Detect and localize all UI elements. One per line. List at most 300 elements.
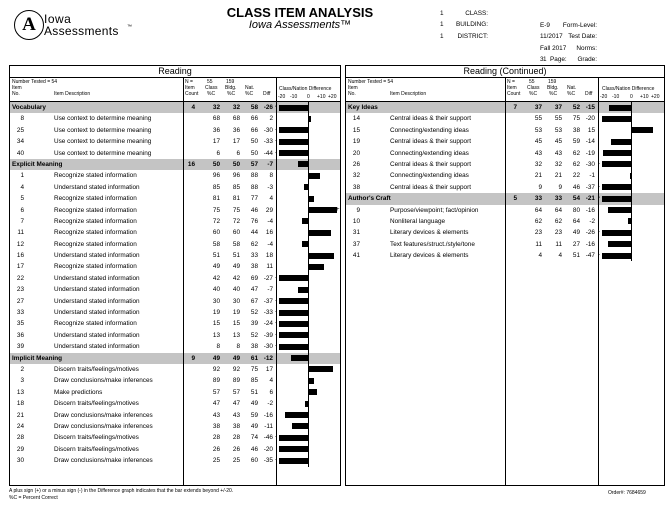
nation-percent: 66 (250, 126, 258, 134)
nation-percent: 76 (250, 217, 258, 225)
difference-graph (279, 250, 337, 261)
difference-value: -16 (263, 411, 273, 419)
difference-value: -20 (585, 115, 595, 123)
item-number: 30 (16, 457, 24, 465)
difference-graph (602, 170, 660, 181)
difference-graph (275, 125, 337, 136)
item-row (10, 432, 340, 443)
item-row (10, 330, 340, 341)
building-percent: 57 (232, 388, 240, 396)
difference-bar (611, 139, 631, 145)
difference-graph (602, 113, 660, 124)
building-percent: 38 (232, 422, 240, 430)
zero-line (308, 159, 309, 170)
class-percent: 43 (534, 149, 542, 157)
column-divider (598, 102, 599, 485)
building-percent: 68 (232, 115, 240, 123)
difference-graph (602, 216, 660, 227)
item-row (10, 341, 340, 352)
item-row (10, 148, 340, 159)
difference-bar (602, 230, 631, 236)
item-count: 16 (187, 160, 195, 168)
item-row (10, 398, 340, 409)
class-percent: 37 (534, 104, 542, 111)
class-percent: 49 (212, 354, 220, 362)
difference-bar (279, 344, 308, 350)
nation-percent: 62 (250, 240, 258, 248)
diff-header: Diff (263, 91, 271, 97)
zero-line (308, 182, 309, 193)
class-percent: 26 (212, 445, 220, 453)
difference-bar (279, 321, 308, 327)
item-description: Use context to determine meaning (54, 126, 152, 134)
nation-percent: 77 (250, 195, 258, 203)
item-number: 20 (352, 149, 360, 157)
building-percent: 21 (554, 172, 562, 180)
difference-graph (275, 318, 337, 329)
item-number: 40 (16, 149, 24, 157)
difference-bar (305, 401, 308, 407)
item-number: 37 (352, 240, 360, 248)
beyond-minus-marker: - (598, 252, 600, 259)
category-label: Implicit Meaning (12, 354, 63, 362)
item-number: 41 (352, 252, 360, 260)
difference-value: -4 (267, 217, 273, 225)
difference-bar (279, 435, 308, 441)
item-number: 22 (16, 274, 24, 282)
difference-value: -12 (263, 354, 273, 362)
item-description: Draw conclusions/make inferences (54, 422, 153, 430)
nation-percent: 64 (572, 217, 580, 225)
difference-graph (279, 113, 337, 124)
difference-value: -2 (589, 217, 595, 225)
panel-title: Reading (Continued) (346, 66, 664, 78)
beyond-minus-marker: - (275, 343, 277, 350)
difference-bar (602, 161, 631, 167)
zero-line (308, 296, 309, 307)
nation-percent: 38 (250, 343, 258, 351)
nation-percent: 44 (250, 229, 258, 237)
reading-panel (9, 65, 341, 486)
tick-label: -10 (612, 94, 620, 100)
nation-percent: 80 (572, 206, 580, 214)
difference-value: 15 (587, 126, 595, 134)
building-percent: 19 (232, 309, 240, 317)
class-percent: 42 (212, 274, 220, 282)
class-percent: 53 (534, 126, 542, 134)
item-number: 7 (20, 217, 24, 225)
zero-line (308, 398, 309, 409)
item-description: Recognize stated information (54, 172, 137, 180)
difference-graph (279, 387, 337, 398)
item-number: 3 (20, 377, 24, 385)
difference-graph (279, 170, 337, 181)
logo-line1: Iowa (44, 12, 72, 26)
class-percent: 36 (212, 126, 220, 134)
item-row (10, 205, 340, 216)
item-number: 4 (20, 183, 24, 191)
item-description: Recognize stated information (54, 229, 137, 237)
item-row (10, 170, 340, 181)
item-description: Connecting/extending ideas (390, 172, 469, 180)
class-percent: 81 (212, 195, 220, 203)
item-description: Purpose/viewpoint; fact/opinion (390, 206, 479, 214)
item-number: 10 (352, 217, 360, 225)
class-percent: 17 (212, 138, 220, 146)
item-row (10, 216, 340, 227)
number-tested: Number Tested = 54 (348, 79, 394, 85)
nation-percent: 47 (250, 286, 258, 294)
number-tested: Number Tested = 54 (12, 79, 58, 85)
class-percent: 89 (212, 377, 220, 385)
nation-percent: 85 (250, 377, 258, 385)
building-percent: 40 (232, 286, 240, 294)
difference-bar (631, 127, 653, 133)
beyond-minus-marker: - (275, 138, 277, 145)
difference-graph (598, 159, 660, 170)
item-row (10, 307, 340, 318)
item-row (10, 261, 340, 272)
nation-percent: 66 (250, 115, 258, 123)
item-header: Item (348, 85, 358, 91)
building-header: Bldg. (225, 85, 237, 91)
zero-line (308, 432, 309, 443)
difference-bar (298, 161, 308, 167)
report-title: CLASS ITEM ANALYSIS (226, 5, 374, 20)
building-percent: 75 (232, 206, 240, 214)
count-header-2: Count (507, 91, 521, 97)
nation-pc-header: %C (567, 91, 576, 97)
difference-value: -35 (263, 457, 273, 465)
item-number: 6 (20, 206, 24, 214)
difference-graph (275, 330, 337, 341)
building-percent: 15 (232, 320, 240, 328)
building-percent: 8 (236, 343, 240, 351)
item-row (10, 455, 340, 466)
difference-bar (285, 412, 308, 418)
item-number: 13 (16, 388, 24, 396)
category-row (10, 102, 340, 113)
difference-graph (602, 205, 660, 216)
class-percent: 4 (538, 252, 542, 260)
item-row (10, 227, 340, 238)
class-percent: 25 (212, 457, 220, 465)
nation-percent: 61 (250, 354, 258, 362)
nation-percent: 46 (572, 183, 580, 191)
difference-graph (598, 182, 660, 193)
item-description: Literary devices & elements (390, 252, 469, 260)
test-date-label: Test Date: (568, 33, 597, 41)
difference-value: -39 (263, 331, 273, 339)
item-description: Use context to determine meaning (54, 149, 152, 157)
difference-value: -33 (263, 138, 273, 146)
class-percent: 64 (534, 206, 542, 214)
zero-line (308, 341, 309, 352)
difference-graph (602, 136, 660, 147)
n-class: 55 (529, 79, 535, 85)
item-number: 16 (16, 252, 24, 260)
nation-percent: 46 (250, 445, 258, 453)
difference-bar (302, 218, 308, 224)
column-divider (276, 78, 277, 101)
nation-percent: 54 (572, 195, 580, 203)
class-percent: 58 (212, 240, 220, 248)
difference-value: -20 (263, 445, 273, 453)
difference-bar (279, 275, 308, 281)
item-row (10, 136, 340, 147)
item-description: Use context to determine meaning (54, 138, 152, 146)
nation-percent: 51 (250, 388, 258, 396)
building-percent: 42 (232, 274, 240, 282)
count-header: Item (185, 85, 195, 91)
item-description: Recognize stated information (54, 240, 137, 248)
class-percent: 19 (212, 309, 220, 317)
zero-line (308, 148, 309, 159)
n-label: N = (507, 79, 515, 85)
difference-value: -1 (589, 172, 595, 180)
class-percent: 85 (212, 183, 220, 191)
difference-graph (275, 102, 337, 113)
zero-line (631, 182, 632, 193)
item-number: 18 (16, 400, 24, 408)
item-row (10, 239, 340, 250)
item-description: Recognize stated information (54, 195, 137, 203)
beyond-minus-marker: - (275, 457, 277, 464)
class-percent: 32 (212, 104, 220, 111)
beyond-minus-marker: - (275, 331, 277, 338)
difference-value: 18 (265, 252, 273, 260)
item-number: 19 (352, 138, 360, 146)
item-number: 11 (17, 229, 24, 237)
item-row (10, 375, 340, 386)
building-percent: 45 (554, 138, 562, 146)
item-description: Understand stated information (54, 252, 140, 260)
difference-graph (598, 193, 660, 204)
building-label: BUILDING: (456, 21, 488, 29)
building-percent: 49 (232, 263, 240, 271)
zero-line (631, 250, 632, 261)
difference-graph (275, 136, 337, 147)
difference-graph (279, 227, 337, 238)
item-header: Item (12, 85, 22, 91)
difference-bar (602, 116, 631, 122)
building-pc-header: %C (549, 91, 558, 97)
class-percent: 23 (534, 229, 542, 237)
beyond-plus-marker: + (336, 206, 340, 213)
tick-label: -10 (290, 94, 298, 100)
difference-value: 4 (269, 377, 273, 385)
item-count: 9 (191, 354, 195, 362)
zero-line (308, 318, 309, 329)
item-description: Central ideas & their support (390, 183, 471, 191)
zero-line (308, 125, 309, 136)
tick-label: +10 (317, 94, 326, 100)
class-percent: 33 (534, 195, 542, 203)
difference-bar (308, 196, 314, 202)
nation-percent: 50 (250, 149, 258, 157)
difference-bar (291, 355, 308, 361)
beyond-minus-marker: - (275, 434, 277, 441)
difference-graph (279, 444, 337, 455)
difference-bar (279, 139, 308, 145)
item-description: Literary devices & elements (390, 229, 469, 237)
nation-percent: 75 (572, 115, 580, 123)
difference-value: -33 (263, 309, 273, 317)
class-percent: 13 (212, 331, 220, 339)
tick-label: 0 (307, 94, 310, 100)
class-percent: 8 (216, 343, 220, 351)
item-number: 15 (352, 126, 360, 134)
item-row (10, 296, 340, 307)
item-number: 26 (352, 160, 360, 168)
building-percent: 43 (232, 411, 240, 419)
difference-graph (275, 455, 337, 466)
item-description: Central ideas & their support (390, 115, 471, 123)
difference-bar (630, 173, 631, 179)
building-percent: 43 (554, 149, 562, 157)
page-label: Page: (550, 56, 567, 64)
category-label: Explicit Meaning (12, 160, 63, 168)
zero-line (308, 421, 309, 432)
difference-bar (279, 458, 308, 464)
difference-bar (603, 150, 631, 156)
item-description: Discern traits/feelings/motives (54, 445, 139, 453)
beyond-minus-marker: - (598, 229, 600, 236)
tick-label: -20 (278, 94, 286, 100)
building-percent: 32 (554, 160, 562, 168)
zero-line (308, 410, 309, 421)
class-percent: 40 (212, 286, 220, 294)
difference-value: 11 (266, 263, 273, 271)
difference-graph (275, 273, 337, 284)
tick-label: +10 (640, 94, 649, 100)
nation-percent: 59 (250, 411, 258, 419)
beyond-minus-marker: - (275, 126, 277, 133)
zero-line (631, 148, 632, 159)
item-row (10, 410, 340, 421)
beyond-minus-marker: - (598, 183, 600, 190)
class-percent: 96 (212, 172, 220, 180)
building-percent: 32 (232, 104, 240, 111)
item-row (10, 250, 340, 261)
class-percent: 43 (212, 411, 220, 419)
beyond-minus-marker: - (275, 309, 277, 316)
item-description: Connecting/extending ideas (390, 126, 469, 134)
building-percent: 23 (554, 229, 562, 237)
zero-line (631, 239, 632, 250)
difference-graph (602, 239, 660, 250)
item-description: Text features/struct./style/tone (390, 240, 475, 248)
building-percent: 28 (232, 434, 240, 442)
item-rows (10, 102, 340, 467)
tick-label: +20 (651, 94, 660, 100)
zero-line (631, 193, 632, 204)
zero-line (631, 170, 632, 181)
difference-value: 6 (269, 388, 273, 396)
logo-letter: A (14, 10, 44, 40)
building-percent: 58 (232, 240, 240, 248)
difference-value: -47 (585, 252, 595, 260)
form-level-value: E-9 (540, 22, 550, 29)
building-percent: 25 (232, 457, 240, 465)
class-header: Class (205, 85, 218, 91)
column-header (346, 78, 664, 102)
zero-line (631, 102, 632, 113)
difference-value: -3 (267, 183, 273, 191)
item-row (10, 284, 340, 295)
beyond-minus-marker: - (598, 195, 600, 202)
column-header (10, 78, 340, 102)
difference-graph (279, 239, 337, 250)
nation-percent: 62 (572, 160, 580, 168)
difference-value: -44 (263, 149, 273, 157)
difference-graph (275, 341, 337, 352)
difference-bar (308, 253, 334, 259)
building-percent: 4 (558, 252, 562, 260)
item-number: 25 (16, 126, 24, 134)
test-date-value: 11/2017 (540, 33, 563, 41)
building-percent: 11 (555, 240, 562, 248)
building-percent: 49 (232, 354, 240, 362)
difference-graph (279, 182, 337, 193)
difference-value: -16 (585, 206, 595, 214)
nation-percent: 59 (572, 138, 580, 146)
building-percent: 62 (554, 217, 562, 225)
nation-percent: 67 (250, 297, 258, 305)
difference-bar (609, 105, 631, 111)
zero-line (308, 102, 309, 113)
building-pc-header: %C (227, 91, 236, 97)
difference-bar (308, 207, 337, 213)
difference-value: 8 (269, 172, 273, 180)
logo-line2: Assessments (44, 24, 119, 38)
zero-line (631, 159, 632, 170)
item-description: Discern traits/feelings/motives (54, 434, 139, 442)
item-number: 8 (20, 115, 24, 123)
n-building: 159 (548, 79, 557, 85)
difference-value: 17 (265, 365, 273, 373)
item-description: Understand stated information (54, 309, 140, 317)
nation-percent: 50 (250, 138, 258, 146)
column-divider (183, 78, 184, 101)
district-value: 1 (440, 32, 444, 40)
difference-bar (308, 378, 314, 384)
difference-value: -26 (263, 104, 273, 111)
item-description: Recognize stated information (54, 263, 137, 271)
beyond-minus-marker: - (598, 160, 600, 167)
difference-graph (279, 205, 340, 216)
report-subtitle: Iowa Assessments™ (248, 19, 352, 31)
difference-value: 4 (269, 195, 273, 203)
graph-title: Class/Nation Difference (602, 86, 655, 92)
building-percent: 26 (232, 445, 240, 453)
item-row (10, 318, 340, 329)
difference-graph (279, 375, 337, 386)
difference-graph (598, 227, 660, 238)
beyond-minus-marker: - (275, 320, 277, 327)
nation-pc-header: %C (245, 91, 254, 97)
zero-line (308, 444, 309, 455)
nation-percent: 49 (250, 422, 258, 430)
nation-percent: 51 (572, 252, 580, 260)
difference-bar (279, 105, 308, 111)
item-number: 32 (352, 172, 360, 180)
class-percent: 32 (534, 160, 542, 168)
category-row (10, 353, 340, 364)
class-percent: 49 (212, 263, 220, 271)
no-header: No. (348, 91, 356, 97)
item-row (10, 364, 340, 375)
